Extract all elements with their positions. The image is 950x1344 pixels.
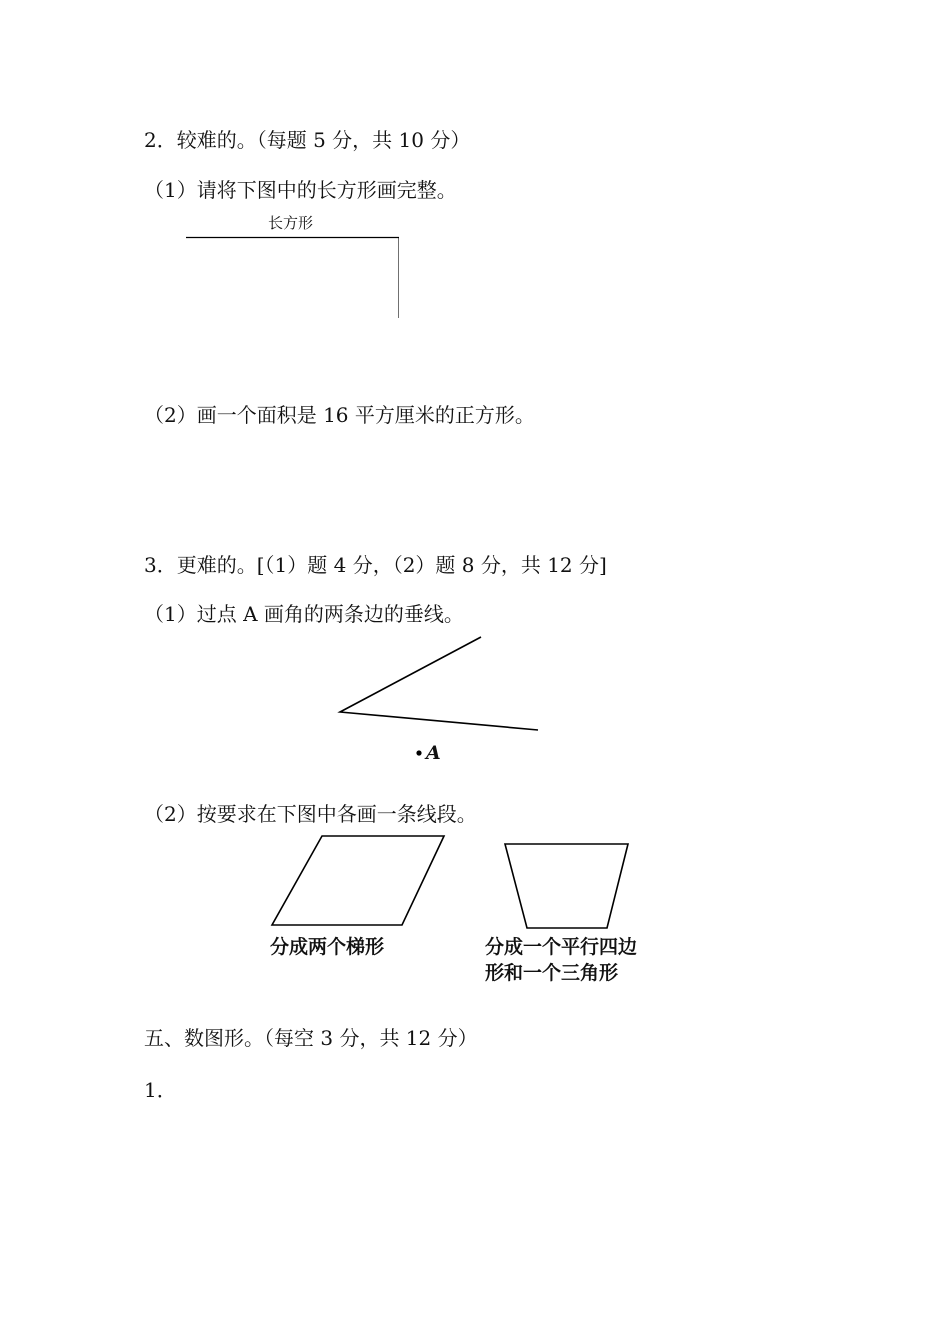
parallelogram-label: 分成两个梯形 [270, 936, 385, 958]
trapezoid-label-line1: 分成一个平行四边 [485, 936, 638, 958]
trapezoid [505, 844, 628, 928]
q3-sub2-text: （2）按要求在下图中各画一条线段。 [144, 802, 477, 826]
trapezoid-label-line2: 形和一个三角形 [485, 962, 619, 984]
q2-sub1-text: （1）请将下图中的长方形画完整。 [144, 178, 457, 202]
point-a-label: A [426, 742, 441, 764]
rectangle-figure-label: 长方形 [268, 214, 314, 232]
q2-heading: 2．较难的。（每题 5 分，共 10 分） [144, 128, 471, 152]
q3-sub1-text: （1）过点 A 画角的两条边的垂线。 [144, 602, 464, 626]
parallelogram [272, 836, 444, 925]
section5-item1: 1． [144, 1078, 177, 1102]
section5-heading: 五、数图形。（每空 3 分，共 12 分） [144, 1026, 478, 1050]
q3-heading: 3．更难的。[（1）题 4 分，（2）题 8 分，共 12 分] [144, 553, 607, 577]
q2-sub2-text: （2）画一个面积是 16 平方厘米的正方形。 [144, 403, 535, 427]
